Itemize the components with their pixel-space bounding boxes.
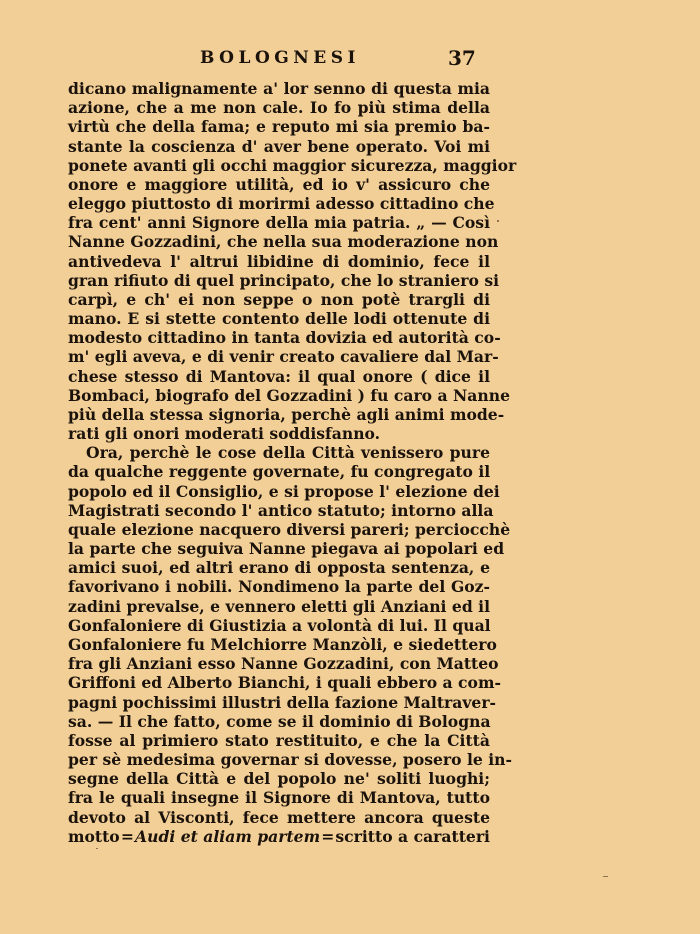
paragraph-first-line: Ora, perchè le cose della Città venissero pure (86, 443, 490, 463)
text-line: la parte che seguiva Nanne piegava ai popolari ed (68, 539, 505, 559)
motto-line-end: scritto a caratteri (335, 826, 490, 846)
text-line: da qualche reggente governate, fu congregato il (68, 462, 491, 482)
motto-open-sign: = (120, 826, 134, 846)
text-line: m' egli aveva, e di venir creato cavaliere dal Mar- (68, 347, 499, 367)
text-line: per sè medesima governar si dovesse, posero le in- (68, 750, 512, 770)
text-line: segne della Città e del popolo ne' soliti luoghi; (68, 769, 490, 789)
paragraph-end-line: rati gli onori moderati soddisfanno. (68, 424, 381, 444)
latin-motto: Audi et aliam partem (135, 826, 321, 846)
text-line: chese stesso di Mantova: il qual onore ( dice il (68, 366, 490, 386)
text-line: virtù che della fama; e reputo mi sia premio ba- (68, 117, 490, 137)
text-line: popolo ed il Consiglio, e si propose l' elezione dei (68, 481, 500, 501)
text-line: stante la coscienza d' aver bene operato. Voi mi (68, 136, 490, 156)
text-line: fra gli Anziani esso Nanne Gozzadini, con Matteo (68, 654, 499, 674)
text-line: modesto cittadino in tanta dovizia ed autorità co- (68, 328, 501, 348)
text-line: Gonfaloniere fu Melchiorre Manzòli, e siedettero (68, 634, 497, 654)
paper-speck (603, 876, 608, 877)
text-line: carpì, e ch' ei non seppe o non potè trargli di (68, 289, 490, 309)
text-line: amici suoi, ed altri erano di opposta sentenza, e (68, 558, 490, 578)
text-line: favorivano i nobili. Nondimeno la parte del Goz- (68, 577, 490, 597)
text-line: Magistrati secondo l' antico statuto; intorno alla (68, 500, 494, 520)
text-line: fosse al primiero stato restituito, e che la Città (68, 730, 490, 750)
paper-speck (96, 848, 98, 849)
text-line: mano. E si stette contento delle lodi ottenute di (68, 309, 490, 329)
running-head (0, 44, 700, 72)
text-line: ponete avanti gli occhi maggior sicurezza, maggior (68, 155, 517, 175)
text-line: azione, che a me non cale. Io fo più stima della (68, 98, 490, 118)
motto-line-start: motto (68, 826, 120, 846)
text-line: fra le quali insegne il Signore di Mantova, tutto (68, 788, 490, 808)
text-line: gran rifiuto di quel principato, che lo straniero si (68, 270, 500, 290)
text-line: dicano malignamente a' lor senno di questa mia (68, 79, 490, 98)
text-line: Nanne Gozzadini, che nella sua moderazione non (68, 232, 499, 252)
page-number: 37 (448, 46, 476, 70)
text-line: zadini prevalse, e vennero eletti gli Anziani ed il (68, 596, 490, 616)
text-line: sa. — Il che fatto, come se il dominio di Bologna (68, 711, 491, 731)
text-line: eleggo piuttosto di morirmi adesso cittadino che (68, 194, 495, 214)
text-line: pagni pochissimi illustri della fazione Maltraver- (68, 692, 497, 712)
text-line: onore e maggiore utilità, ed io v' assicuro che (68, 174, 490, 194)
text-line: quale elezione nacquero diversi pareri; perciocchè (68, 519, 511, 539)
text-line: Gonfaloniere di Giustizia a volontà di lui. Il qual (68, 615, 491, 635)
text-line: Griffoni ed Alberto Bianchi, i quali ebbero a com- (68, 673, 501, 693)
text-line: antivedeva l' altrui libidine di dominio, fece il (68, 251, 490, 271)
text-line: Bombaci, biografo del Gozzadini ) fu caro a Nanne (68, 385, 510, 405)
body-text (68, 79, 517, 846)
motto-line (68, 827, 490, 846)
running-title: BOLOGNESI (200, 48, 360, 68)
text-line: fra cent' anni Signore della mia patria. „ — Così (68, 213, 490, 233)
text-line: devoto al Visconti, fece mettere ancora queste (68, 807, 490, 827)
motto-close-sign: = (321, 826, 335, 846)
text-line: più della stessa signoria, perchè agli animi mode- (68, 404, 505, 424)
paper-speck (497, 220, 499, 222)
